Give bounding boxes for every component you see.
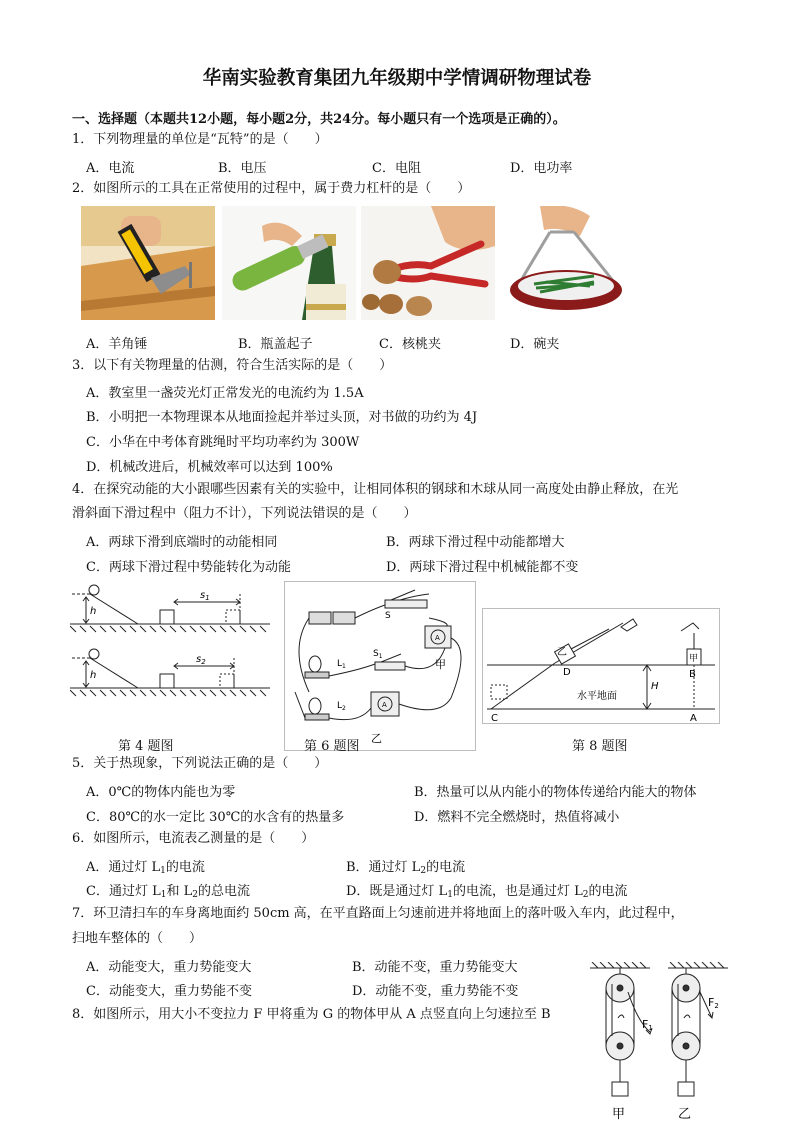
pulley-figure bbox=[590, 962, 730, 1123]
fig6-l2-label: $L_2$ bbox=[337, 701, 346, 712]
q4-option-b[interactable]: B．两球下滑过程中动能都增大 bbox=[386, 535, 565, 550]
question-3-stem: 3．以下有关物理量的估测，符合生活实际的是（ ） bbox=[72, 358, 393, 373]
fig8-h-label: H bbox=[651, 681, 659, 692]
fig4-h-label-top: h bbox=[90, 606, 97, 617]
q7-option-c[interactable]: C．动能变大，重力势能不变 bbox=[86, 984, 252, 999]
q2-option-a[interactable]: A．羊角锤 bbox=[86, 337, 148, 352]
q4-option-a[interactable]: A．两球下滑到底端时的动能相同 bbox=[86, 535, 278, 550]
q3-option-c[interactable]: C．小华在中考体育跳绳时平均功率约为 300W bbox=[86, 435, 360, 450]
page-title: 华南实验教育集团九年级期中学情调研物理试卷 bbox=[202, 68, 592, 89]
fig6-ammeter-yi-a: A bbox=[382, 701, 387, 709]
fig6-s1-label: $S_1$ bbox=[373, 649, 383, 660]
figure-6-caption: 第 6 题图 bbox=[304, 739, 360, 754]
q3-option-a[interactable]: A．教室里一盏荧光灯正常发光的电流约为 1.5A bbox=[86, 386, 364, 401]
q7-option-d[interactable]: D．动能不变，重力势能不变 bbox=[352, 984, 519, 999]
question-4-stem-line2: 滑斜面下滑过程中（阻力不计），下列说法错误的是（ ） bbox=[72, 506, 417, 521]
fig6-jia-label: 甲 bbox=[435, 658, 446, 671]
fig8-ground-label: 水平地面 bbox=[577, 691, 617, 702]
pulley-jia-label: 甲 bbox=[612, 1107, 626, 1122]
bowl-clip-image bbox=[500, 206, 634, 320]
figure-4-caption: 第 4 题图 bbox=[118, 739, 174, 754]
figure-8-diagram bbox=[483, 609, 719, 723]
figure-6-frame bbox=[284, 581, 476, 751]
figure-8-frame bbox=[482, 608, 720, 724]
fig6-l1-label: $L_1$ bbox=[337, 659, 346, 670]
q6-option-a[interactable]: A．通过灯 $L_1$的电流 bbox=[86, 860, 205, 876]
question-1-stem: 1．下列物理量的单位是“瓦特”的是（ ） bbox=[72, 132, 328, 147]
section-heading: 一、选择题（本题共12小题，每小题2分，共24分。每小题只有一个选项是正确的）。 bbox=[72, 112, 566, 127]
q4-option-d[interactable]: D．两球下滑过程中机械能都不变 bbox=[386, 560, 579, 575]
q1-option-b[interactable]: B．电压 bbox=[218, 161, 267, 176]
q7-option-a[interactable]: A．动能变大，重力势能变大 bbox=[86, 960, 252, 975]
q3-option-d[interactable]: D．机械改进后，机械效率可以达到 100% bbox=[86, 460, 333, 475]
q1-option-c[interactable]: C．电阻 bbox=[372, 161, 421, 176]
q6-option-c[interactable]: C．通过灯 $L_1$和 $L_2$的总电流 bbox=[86, 884, 250, 900]
fig8-d-label: D bbox=[563, 667, 571, 678]
figure-4-diagram bbox=[70, 580, 276, 710]
question-2-stem: 2．如图所示的工具在正常使用的过程中，属于费力杠杆的是（ ） bbox=[72, 181, 471, 196]
question-6-stem: 6．如图所示，电流表乙测量的是（ ） bbox=[72, 831, 315, 846]
pulley-f1-label: F1 bbox=[642, 1018, 653, 1032]
fig4-h-label-bottom: h bbox=[90, 670, 97, 681]
q2-option-c[interactable]: C．核桃夹 bbox=[379, 337, 441, 352]
fig8-a-label: A bbox=[690, 713, 697, 723]
question-7-stem-line2: 扫地车整体的（ ） bbox=[72, 931, 203, 946]
fig8-b-label: B bbox=[689, 669, 696, 680]
figure-6-circuit bbox=[285, 582, 475, 750]
q6-option-b[interactable]: B．通过灯 $L_2$的电流 bbox=[346, 860, 466, 876]
fig6-s-label: S bbox=[385, 611, 391, 621]
q5-option-b[interactable]: B．热量可以从内能小的物体传递给内能大的物体 bbox=[414, 785, 697, 800]
question-4-stem-line1: 4．在探究动能的大小跟哪些因素有关的实验中，让相同体积的钢球和木球从同一高度处由静止释放，在光 bbox=[72, 482, 679, 497]
q1-option-a[interactable]: A．电流 bbox=[86, 161, 135, 176]
q7-option-b[interactable]: B．动能不变，重力势能变大 bbox=[352, 960, 518, 975]
question-5-stem: 5．关于热现象，下列说法正确的是（ ） bbox=[72, 756, 328, 771]
figure-8-caption: 第 8 题图 bbox=[572, 739, 628, 754]
q6-option-d[interactable]: D．既是通过灯 $L_1$的电流，也是通过灯 $L_2$的电流 bbox=[346, 884, 628, 900]
hammer-image bbox=[81, 206, 215, 320]
q5-option-a[interactable]: A．0℃的物体内能也为零 bbox=[86, 785, 236, 800]
fig4-s1-label: $s_1$ bbox=[200, 590, 210, 602]
q1-option-d[interactable]: D．电功率 bbox=[510, 161, 573, 176]
fig8-jia-label: 甲 bbox=[689, 654, 699, 664]
nutcracker-image bbox=[361, 206, 495, 320]
fig4-s2-label: $s_2$ bbox=[196, 654, 206, 666]
q5-option-c[interactable]: C．80℃的水一定比 30℃的水含有的热量多 bbox=[86, 810, 345, 825]
question-8-stem: 8．如图所示，用大小不变拉力 F 甲将重为 G 的物体甲从 A 点竖直向上匀速拉至 B bbox=[72, 1007, 551, 1022]
fig6-ammeter-jia-a: A bbox=[435, 634, 440, 642]
question-7-stem-line1: 7．环卫清扫车的车身离地面约 50cm 高，在平直路面上匀速前进并将地面上的落叶吸入车内，此过程中， bbox=[72, 906, 684, 921]
pulley-yi-label: 乙 bbox=[678, 1107, 692, 1122]
fig8-c-label: C bbox=[491, 713, 498, 723]
pulley-f2-label: F2 bbox=[708, 996, 719, 1010]
q2-option-b[interactable]: B．瓶盖起子 bbox=[238, 337, 313, 352]
q2-option-d[interactable]: D．碗夹 bbox=[510, 337, 560, 352]
q5-option-d[interactable]: D．燃料不完全燃烧时，热值将减小 bbox=[414, 810, 620, 825]
bottle-opener-image bbox=[222, 206, 356, 320]
q3-option-b[interactable]: B．小明把一本物理课本从地面捡起并举过头顶，对书做的功约为 4J bbox=[86, 410, 478, 425]
fig6-yi-label: 乙 bbox=[371, 732, 382, 745]
fig8-yi-label: 乙 bbox=[557, 647, 567, 658]
q4-option-c[interactable]: C．两球下滑过程中势能转化为动能 bbox=[86, 560, 291, 575]
